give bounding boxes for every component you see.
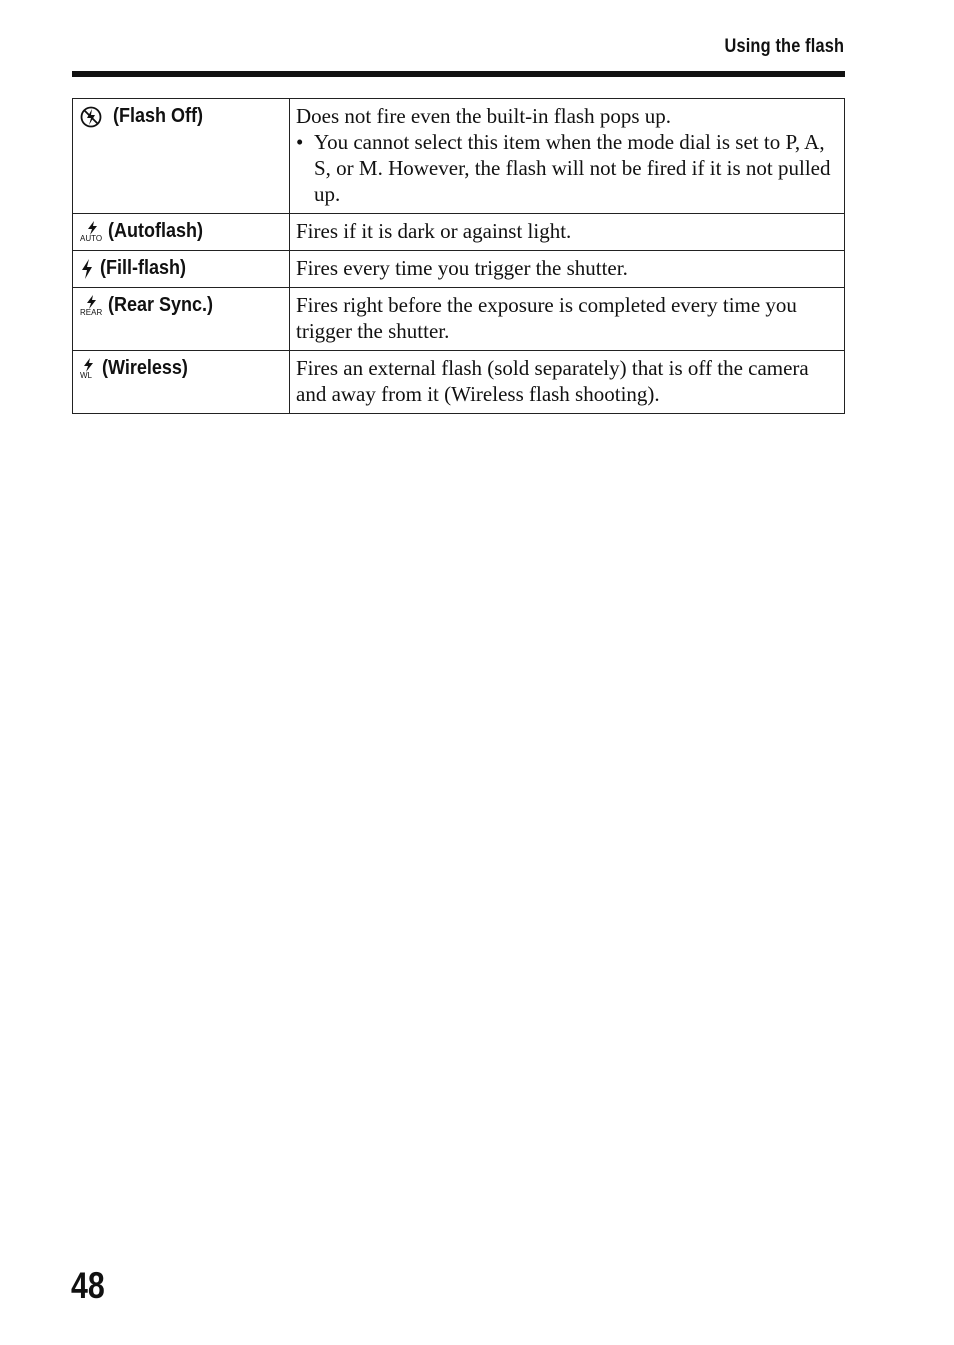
flash-fill-icon (80, 259, 94, 279)
table-row-autoflash (73, 214, 845, 251)
page-number: 48 (71, 1265, 105, 1306)
mode-cell (73, 251, 290, 288)
flash-wireless-icon (80, 358, 96, 380)
mode-description: Fires an external flash (sold separately) that is off the camera and away from it (Wireless flash shooting). (296, 356, 809, 406)
note-bullet (296, 129, 838, 207)
description-cell (290, 351, 845, 414)
flash-off-icon (80, 106, 102, 128)
table-row-fill-flash (73, 251, 845, 288)
table-row-flash-off (73, 99, 845, 214)
description-cell (290, 288, 845, 351)
mode-cell (73, 351, 290, 414)
mode-label: (Wireless) (102, 357, 188, 379)
table-row-wireless (73, 351, 845, 414)
mode-label: (Autoflash) (108, 220, 204, 242)
flash-rear-icon-text: REAR (80, 308, 103, 317)
flash-mode-table (72, 98, 845, 414)
table-row-rear-sync (73, 288, 845, 351)
mode-label: (Rear Sync.) (108, 294, 214, 316)
mode-cell (73, 214, 290, 251)
page-header-title: Using the flash (724, 36, 844, 57)
flash-auto-icon (80, 221, 102, 243)
mode-description: Does not fire even the built-in flash pops up. (296, 104, 672, 128)
mode-cell (73, 288, 290, 351)
mode-description: Fires every time you trigger the shutter. (296, 256, 628, 280)
mode-description: Fires if it is dark or against light. (296, 219, 572, 243)
mode-label: (Fill-flash) (100, 257, 186, 279)
flash-rear-icon (80, 295, 102, 317)
bullet-symbol: • (296, 130, 304, 154)
mode-label: (Flash Off) (113, 105, 203, 127)
flash-wireless-icon-text: WL (80, 371, 92, 380)
description-cell (290, 99, 845, 214)
description-cell (290, 251, 845, 288)
bullet-text: You cannot select this item when the mode dial is set to P, A, S, or M. However, the flash will not be fired if it is not pulled up. (314, 130, 831, 206)
flash-auto-icon-text: AUTO (80, 234, 103, 243)
header-rule (72, 71, 845, 77)
mode-description: Fires right before the exposure is completed every time you trigger the shutter. (296, 293, 797, 343)
mode-cell (73, 99, 290, 214)
description-cell (290, 214, 845, 251)
